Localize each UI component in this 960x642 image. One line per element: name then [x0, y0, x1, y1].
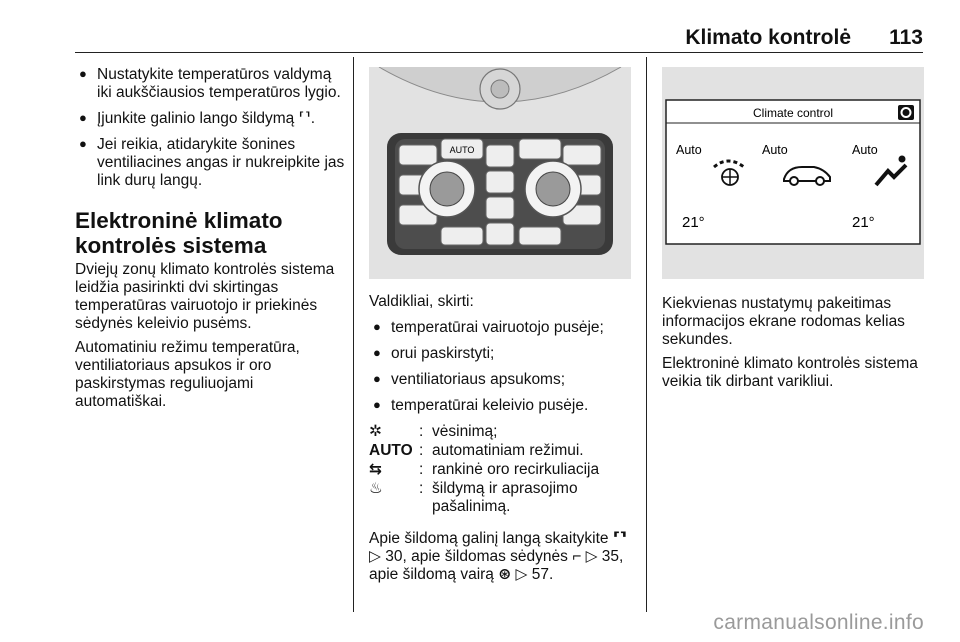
display-label-auto: Auto — [676, 143, 702, 157]
section-title: Klimato kontrolė — [685, 26, 851, 49]
reference-arrow-icon[interactable]: ▷ — [515, 566, 528, 583]
settings-icon — [898, 105, 914, 120]
header-rule — [75, 52, 923, 53]
right-column — [662, 295, 932, 397]
paragraph: Automatiniu režimu temperatūra, ventiliatoriaus apsukos ir oro paskirstymas reguliuojami automatiškai. — [75, 339, 300, 410]
display-label-auto: Auto — [762, 143, 788, 157]
page-number: 113 — [889, 26, 923, 49]
display-title: Climate control — [752, 106, 834, 120]
auto-label: AUTO — [449, 145, 475, 155]
rear-window-heating-icon: ⸢⸣ — [612, 530, 627, 547]
reference-arrow-icon[interactable]: ▷ — [369, 548, 381, 565]
list-item: ● Jei reikia, atidarykite šonines ventiliacines angas ir nukreipkite jas link durų langų. — [75, 136, 345, 190]
reference-text: 35, apie šildomą vairą — [369, 548, 624, 583]
cooling-icon: ✲ — [369, 423, 382, 440]
column-divider-2 — [646, 57, 647, 612]
section-heading: Elektroninė klimato kontrolės sistema — [75, 208, 283, 258]
auto-symbol: AUTO — [369, 442, 413, 459]
passenger-temperature: 21° — [852, 214, 875, 231]
def-text: šildymą ir aprasojimo pašalinimą. — [432, 480, 578, 515]
reference-arrow-icon[interactable]: ▷ — [585, 548, 598, 565]
column-divider-1 — [353, 57, 354, 612]
middle-column — [369, 293, 637, 590]
def-text: rankinė oro recirkuliacija — [432, 461, 600, 478]
paragraph: Dviejų zonų klimato kontrolės sistema leidžia pasirinkti dvi skirtingas temperatūras vairuotojo ir priekinės sėdynės keleivio pusėms. — [75, 261, 335, 332]
list-item: ● Įjunkite galinio lango šildymą ⸢⸣. — [75, 110, 345, 128]
def-separator: : — [419, 423, 424, 440]
list-item: ● Nustatykite temperatūros valdymą iki aukščiausios temperatūros lygio. — [75, 66, 345, 102]
def-text: vėsinimą; — [432, 423, 498, 440]
list-item: ● ventiliatoriaus apsukoms; — [369, 371, 637, 389]
recirculation-icon: ⇆ — [369, 461, 382, 478]
control-panel-drawing — [369, 67, 631, 279]
reference-text: 57. — [527, 566, 554, 583]
heated-wheel-icon: ⊛ — [498, 566, 512, 583]
climate-display-drawing — [662, 67, 924, 279]
list-item: ● temperatūrai keleivio pusėje. — [369, 397, 637, 415]
controls-bullet-list — [369, 319, 637, 415]
left-column — [75, 66, 345, 417]
defrost-icon: ♨ — [369, 480, 383, 497]
reference-text: Apie šildomą galinį langą skaitykite — [369, 530, 613, 547]
paragraph: Elektroninė klimato kontrolės sistema veikia tik dirbant varikliui. — [662, 355, 918, 390]
reference-text: 30, apie šildomas sėdynės — [380, 548, 573, 565]
heated-seat-icon: ⌐ — [572, 548, 582, 565]
list-item: ● temperatūrai vairuotojo pusėje; — [369, 319, 637, 337]
page-header — [75, 24, 923, 52]
def-separator: : — [419, 480, 424, 497]
list-item: ● orui paskirstyti; — [369, 345, 637, 363]
cross-reference — [369, 530, 637, 584]
paragraph: Kiekvienas nustatymų pakeitimas informacijos ekrane rodomas kelias sekundes. — [662, 295, 905, 348]
watermark: carmanualsonline.info — [713, 611, 924, 634]
display-label-auto: Auto — [852, 143, 878, 157]
def-separator: : — [419, 461, 424, 478]
def-text: automatiniam režimui. — [432, 442, 584, 459]
climate-display-illustration — [662, 67, 924, 279]
left-bullet-list — [75, 66, 345, 190]
symbol-definitions — [369, 423, 637, 516]
def-separator: : — [419, 442, 424, 459]
driver-temperature: 21° — [682, 214, 705, 231]
controls-intro: Valdikliai, skirti: — [369, 293, 474, 310]
control-panel-illustration — [369, 67, 631, 279]
